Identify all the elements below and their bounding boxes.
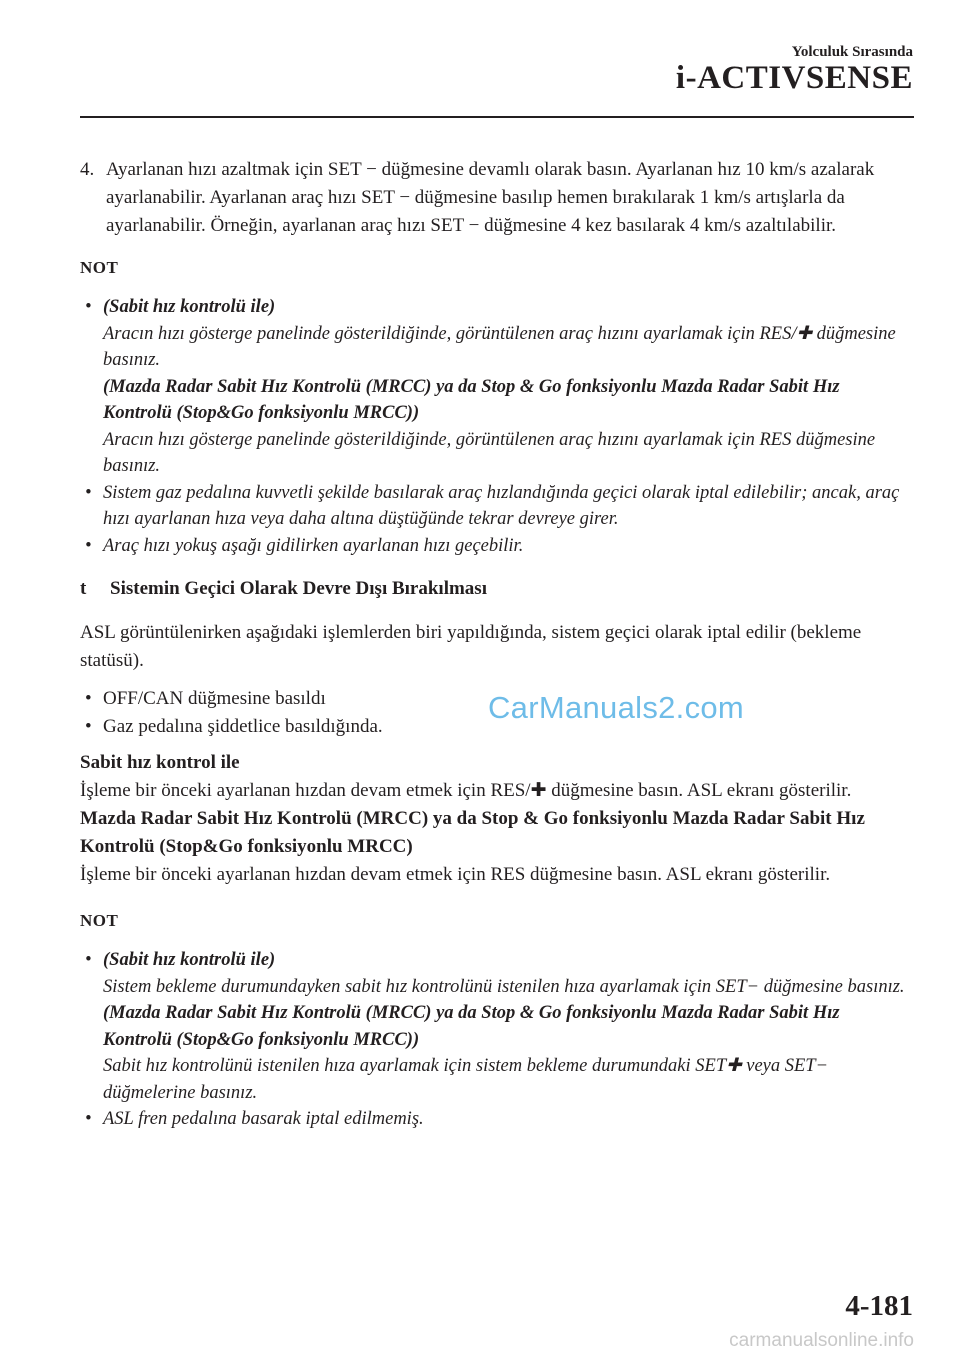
note-label: NOT <box>80 911 119 930</box>
note-block <box>80 294 910 559</box>
watermark: CarManuals2.com <box>488 690 745 725</box>
subheading: Mazda Radar Sabit Hız Kontrolü (MRCC) ya da Stop & Go fonksiyonlu Mazda Radar Sabit Hız Kontrolü (Stop&Go fonksiyonlu MRCC) <box>80 808 865 857</box>
subheading: Sabit hız kontrol ile <box>80 752 240 773</box>
page-number: 4-181 <box>845 1290 913 1322</box>
note-text: Sistem bekleme durumundayken sabit hız kontrolünü istenilen hıza ayarlamak için SET− düğmesine basınız. <box>103 976 905 997</box>
note-block <box>80 947 910 1133</box>
note-bullet <box>80 1106 910 1133</box>
step-text: Ayarlanan hızı azaltmak için SET − düğmesine devamlı olarak basın. Ayarlanan hız 10 km/s azalarak ayarlanabilir. Ayarlanan araç hızı SET − düğmesine basılıp hemen bırakılarak 1 km/s artışlarla da ayarlanabilir. Örneğin, ayarlanan araç hızı SET − düğmesine 4 kez basılarak 4 km/s azaltılabilir. <box>106 159 875 236</box>
header-chapter-title: i-ACTIVSENSE <box>675 60 913 96</box>
header-rule <box>80 116 914 118</box>
bullet-icon: • <box>85 482 92 503</box>
note-bullet-body <box>103 294 910 480</box>
paragraph: İşleme bir önceki ayarlanan hızdan devam etmek için RES/✚ düğmesine basın. ASL ekranı gösterilir. <box>80 780 852 801</box>
note-subheading: (Sabit hız kontrolü ile) <box>103 950 276 970</box>
page-content <box>80 156 910 1133</box>
bullet-icon: • <box>85 297 92 317</box>
bullet-icon: • <box>85 1109 92 1129</box>
paragraph: İşleme bir önceki ayarlanan hızdan devam etmek için RES düğmesine basın. ASL ekranı gösterilir. <box>80 864 831 885</box>
note-bullet <box>80 533 910 560</box>
section-title: Sistemin Geçici Olarak Devre Dışı Bırakılması <box>110 578 487 599</box>
step-number: 4. <box>80 159 95 180</box>
note-subheading: (Mazda Radar Sabit Hız Kontrolü (MRCC) ya da Stop & Go fonksiyonlu Mazda Radar Sabit Hız Kontrolü (Stop&Go fonksiyonlu MRCC)) <box>103 1003 840 1050</box>
bullet-icon: • <box>85 716 92 737</box>
note-bullet <box>80 294 910 480</box>
note-bullet <box>80 480 910 533</box>
header-section-name: Yolculuk Sırasında <box>791 44 913 60</box>
section-marker-icon: t <box>80 578 87 599</box>
note-text: Aracın hızı gösterge panelinde gösterildiğinde, görüntülenen araç hızını ayarlamak için RES düğmesine basınız. <box>103 429 876 476</box>
bullet-icon: • <box>85 535 92 556</box>
section-intro: ASL görüntülenirken aşağıdaki işlemlerden biri yapıldığında, sistem geçici olarak iptal edilir (bekleme statüsü). <box>80 622 862 671</box>
note-subheading: (Mazda Radar Sabit Hız Kontrolü (MRCC) ya da Stop & Go fonksiyonlu Mazda Radar Sabit Hız Kontrolü (Stop&Go fonksiyonlu MRCC)) <box>103 376 840 423</box>
note-text: ASL fren pedalına basarak iptal edilmemiş. <box>103 1109 424 1129</box>
step-item <box>80 156 910 240</box>
note-text: Sistem gaz pedalına kuvvetli şekilde basılarak araç hızlandığında geçici olarak iptal edilebilir; ancak, araç hızı ayarlanan hıza veya daha altına düştüğünde tekrar devreye girer. <box>103 482 900 529</box>
list-item-text: Gaz pedalına şiddetlice basıldığında. <box>103 716 383 737</box>
note-bullet-body <box>103 947 910 1106</box>
list-item-text: OFF/CAN düğmesine basıldı <box>103 688 326 709</box>
note-label: NOT <box>80 258 119 277</box>
note-bullet <box>80 947 910 1106</box>
note-text: Sabit hız kontrolünü istenilen hıza ayarlamak için sistem bekleme durumundaki SET✚ veya SET− düğmelerine basınız. <box>103 1056 829 1103</box>
section-heading <box>80 575 910 603</box>
note-text: Aracın hızı gösterge panelinde gösterildiğinde, görüntülenen araç hızını ayarlamak için RES/✚ düğmesine basınız. <box>103 323 896 370</box>
footer-url: carmanualsonline.info <box>729 1330 914 1351</box>
note-text: Araç hızı yokuş aşağı gidilirken ayarlanan hızı geçebilir. <box>103 535 524 556</box>
bullet-icon: • <box>85 950 92 970</box>
bullet-icon: • <box>85 688 92 709</box>
note-subheading: (Sabit hız kontrolü ile) <box>103 297 276 317</box>
